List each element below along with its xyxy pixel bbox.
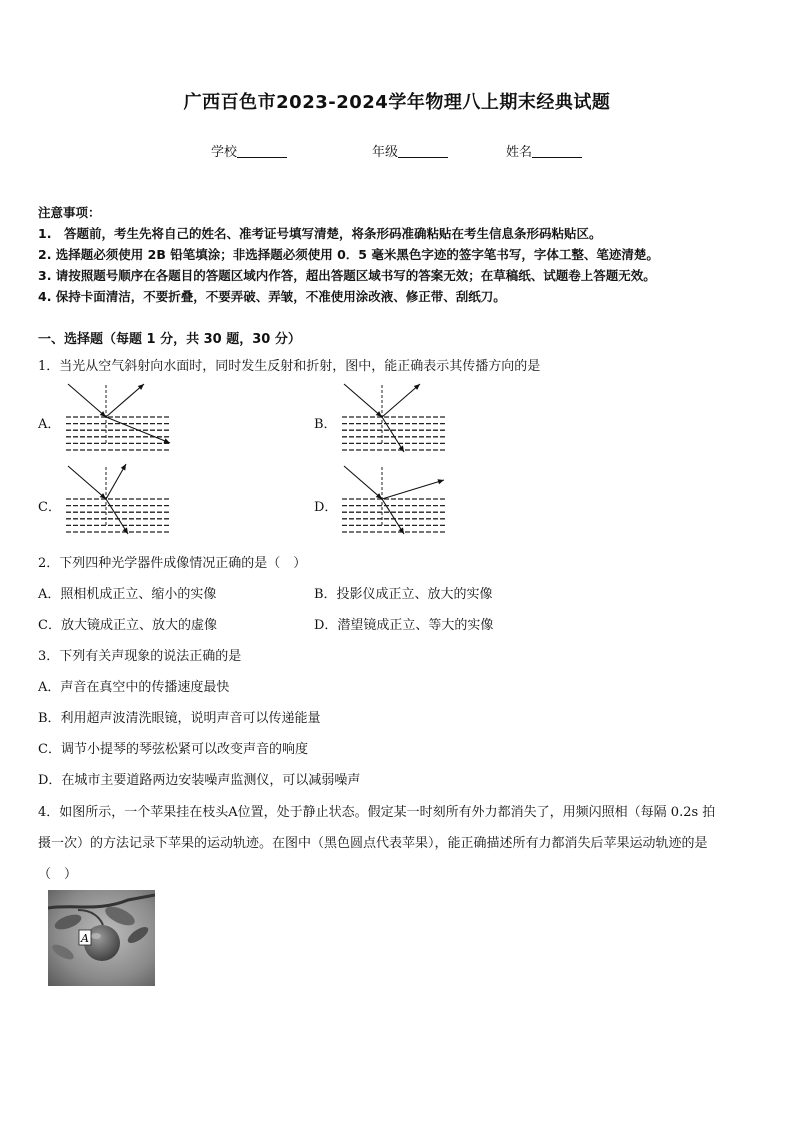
incident-ray [344, 466, 382, 499]
grade-label: 年级 [372, 145, 399, 160]
q1-option-c-label[interactable]: C． [38, 500, 61, 515]
reflected-ray [106, 384, 144, 417]
note-item: 4. 保持卡面清洁，不要折叠，不要弄破、弄皱，不准使用涂改液、修正带、刮纸刀。 [38, 289, 506, 304]
apple-branch-photo [48, 890, 155, 986]
refracted-ray [106, 499, 128, 534]
q1-option-b-label[interactable]: B． [314, 417, 337, 432]
q1-diagram-c [62, 462, 174, 537]
q3-option-c[interactable]: C．调节小提琴的琴弦松紧可以改变声音的响度 [38, 742, 308, 757]
note-item: 2. 选择题必须使用 2B 铅笔填涂；非选择题必须使用 0．5 毫米黑色字迹的签字笔书写，字体工整、笔迹清楚。 [38, 247, 659, 262]
page-title: 广西百色市2023-2024学年物理八上期末经典试题 [183, 92, 611, 113]
q3-option-a[interactable]: A．声音在真空中的传播速度最快 [38, 680, 230, 695]
question-4-line-1: 4．如图所示，一个苹果挂在枝头A位置，处于静止状态。假定某一时刻所有外力都消失了，用频闪照相（每隔 0.2s 拍 [38, 805, 716, 820]
reflected-ray [106, 464, 126, 499]
name-field[interactable] [506, 141, 582, 160]
q1-option-d-label[interactable]: D． [314, 500, 338, 515]
name-label: 姓名 [506, 145, 533, 160]
note-item: 3. 请按照题号顺序在各题目的答题区域内作答，超出答题区域书写的答案无效；在草稿纸、试题卷上答题无效。 [38, 268, 656, 283]
q3-option-d[interactable]: D．在城市主要道路两边安装噪声监测仪，可以减弱噪声 [38, 773, 361, 788]
q1-diagram-d [338, 462, 450, 537]
grade-field[interactable] [372, 141, 448, 160]
section-heading: 一、选择题（每题 1 分，共 30 题，30 分） [38, 332, 301, 347]
q3-option-b[interactable]: B．利用超声波清洗眼镜，说明声音可以传递能量 [38, 711, 321, 726]
q2-option-b[interactable]: B．投影仪成正立、放大的实像 [314, 587, 493, 602]
water-surface [342, 417, 446, 450]
apple-position-label: A [81, 932, 89, 945]
q1-diagram-b [338, 380, 450, 455]
q2-option-c[interactable]: C．放大镜成正立、放大的虚像 [38, 618, 217, 633]
q1-option-a-label[interactable]: A． [38, 417, 61, 432]
q1-diagram-a [62, 380, 174, 455]
question-4-line-2: 摄一次）的方法记录下苹果的运动轨迹。在图中（黑色圆点代表苹果），能正确描述所有力都消失后苹果运动轨迹的是 [38, 836, 708, 851]
incident-ray [344, 384, 382, 417]
water-surface [66, 499, 170, 532]
note-item: 1. 答题前，考生先将自己的姓名、准考证号填写清楚，将条形码准确粘贴在考生信息条形码粘贴区。 [38, 226, 602, 241]
incident-ray [68, 384, 106, 417]
refracted-ray [382, 417, 404, 452]
question-4-line-3: （ ） [38, 867, 78, 882]
reflected-ray [382, 479, 444, 499]
water-surface [342, 499, 446, 532]
refracted-ray [382, 499, 404, 534]
notes-heading: 注意事项： [38, 205, 101, 220]
q2-option-d[interactable]: D．潜望镜成正立、等大的实像 [314, 618, 494, 633]
school-label: 学校 [211, 145, 238, 160]
question-3-stem: 3．下列有关声现象的说法正确的是 [38, 649, 242, 664]
question-1-stem: 1．当光从空气斜射向水面时，同时发生反射和折射，图中，能正确表示其传播方向的是 [38, 359, 541, 374]
incident-ray [68, 466, 106, 499]
question-2-stem: 2．下列四种光学器件成像情况正确的是（ ） [38, 556, 307, 571]
reflected-ray [382, 384, 420, 417]
q2-option-a[interactable]: A．照相机成正立、缩小的实像 [38, 587, 217, 602]
school-field[interactable] [211, 141, 287, 160]
